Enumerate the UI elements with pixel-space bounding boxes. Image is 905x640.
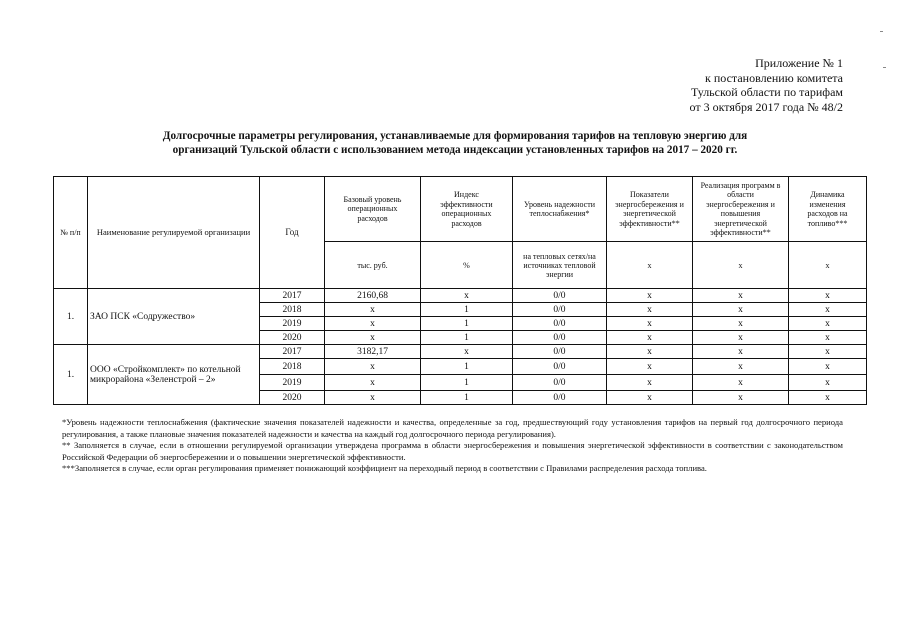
table-header-row: [54, 177, 867, 242]
unit-reliability: на тепловых сетях/на источниках тепловой энергии: [513, 242, 607, 289]
title-line-2: организаций Тульской области с использованием метода индексации установленных тарифов на 2017 – 2020 гг.: [172, 144, 738, 156]
year-cell: 2017: [260, 289, 325, 303]
fuel-cell: х: [789, 375, 867, 391]
col-header-fuel: Динамика изменения расходов на топливо***: [789, 177, 867, 242]
table-row: [54, 289, 867, 303]
index-cell: 1: [421, 391, 513, 405]
programs-cell: х: [693, 359, 789, 375]
fuel-cell: х: [789, 303, 867, 317]
index-cell: 1: [421, 317, 513, 331]
index-cell: 1: [421, 359, 513, 375]
energy-cell: х: [607, 391, 693, 405]
index-cell: х: [421, 345, 513, 359]
base-cell: х: [325, 391, 421, 405]
base-cell: х: [325, 375, 421, 391]
reliability-cell: 0/0: [513, 391, 607, 405]
programs-cell: х: [693, 375, 789, 391]
index-cell: 1: [421, 375, 513, 391]
reliability-cell: 0/0: [513, 345, 607, 359]
programs-cell: х: [693, 345, 789, 359]
energy-cell: х: [607, 317, 693, 331]
table-row: [54, 345, 867, 359]
fuel-cell: х: [789, 289, 867, 303]
energy-cell: х: [607, 345, 693, 359]
appendix-header: [690, 56, 843, 114]
base-cell: х: [325, 317, 421, 331]
base-cell: 3182,17: [325, 345, 421, 359]
reliability-cell: 0/0: [513, 303, 607, 317]
index-cell: 1: [421, 331, 513, 345]
col-header-base: Базовый уровень операционных расходов: [325, 177, 421, 242]
unit-fuel: х: [789, 242, 867, 289]
document-title: [70, 129, 840, 157]
title-line-1: Долгосрочные параметры регулирования, устанавливаемые для формирования тарифов на тепловую энергию для: [162, 130, 748, 142]
energy-cell: х: [607, 303, 693, 317]
year-cell: 2020: [260, 391, 325, 405]
unit-index: %: [421, 242, 513, 289]
appendix-authority: Тульской области по тарифам: [690, 85, 843, 99]
programs-cell: х: [693, 391, 789, 405]
col-header-year: Год: [260, 177, 325, 289]
year-cell: 2018: [260, 303, 325, 317]
programs-cell: х: [693, 331, 789, 345]
col-header-index: Индекс эффективности операционных расходов: [421, 177, 513, 242]
reliability-cell: 0/0: [513, 375, 607, 391]
unit-energy: х: [607, 242, 693, 289]
footnotes: [62, 417, 843, 475]
year-cell: 2019: [260, 375, 325, 391]
appendix-date: от 3 октября 2017 года № 48/2: [689, 99, 843, 114]
base-cell: х: [325, 359, 421, 375]
programs-cell: х: [693, 289, 789, 303]
fuel-cell: х: [789, 331, 867, 345]
col-header-energy: Показатели энергосбережения и энергетической эффективности**: [607, 177, 693, 242]
base-cell: 2160,68: [325, 289, 421, 303]
reliability-cell: 0/0: [513, 317, 607, 331]
appendix-title: Приложение № 1: [755, 56, 843, 70]
reliability-cell: 0/0: [513, 359, 607, 375]
energy-cell: х: [607, 331, 693, 345]
unit-base: тыс. руб.: [325, 242, 421, 289]
org-name: ООО «Стройкомплект» по котельной микрорайона «Зеленстрой – 2»: [88, 345, 260, 405]
parameters-table: [53, 176, 867, 405]
year-cell: 2018: [260, 359, 325, 375]
energy-cell: х: [607, 359, 693, 375]
fuel-cell: х: [789, 345, 867, 359]
footnote-reliability: *Уровень надежности теплоснабжения (фактические значения показателей надежности и качества, определенные за год, предшествующий году установления тарифов на первый год долгосрочного периода регулирования, а также плановые значения показателей надежности и качества на каждый год долгосрочного периода регулирования).: [62, 417, 843, 439]
appendix-ref: к постановлению комитета: [705, 70, 843, 85]
index-cell: х: [421, 289, 513, 303]
col-header-reliability: Уровень надежности теплоснабжения*: [513, 177, 607, 242]
index-cell: 1: [421, 303, 513, 317]
energy-cell: х: [607, 289, 693, 303]
fuel-cell: х: [789, 317, 867, 331]
scan-speck: [880, 31, 883, 32]
base-cell: х: [325, 331, 421, 345]
scan-speck: [883, 67, 886, 68]
year-cell: 2020: [260, 331, 325, 345]
unit-programs: х: [693, 242, 789, 289]
energy-cell: х: [607, 375, 693, 391]
col-header-programs: Реализация программ в области энергосбережения и повышения энергетической эффективности**: [693, 177, 789, 242]
org-number: 1.: [54, 345, 88, 405]
fuel-cell: х: [789, 391, 867, 405]
org-number: 1.: [54, 289, 88, 345]
reliability-cell: 0/0: [513, 331, 607, 345]
year-cell: 2019: [260, 317, 325, 331]
col-header-org: Наименование регулируемой организации: [88, 177, 260, 289]
base-cell: х: [325, 303, 421, 317]
org-name: ЗАО ПСК «Содружество»: [88, 289, 260, 345]
footnote-fuel: ***Заполняется в случае, если орган регулирования применяет понижающий коэффициент на переходный период в соответствии с Правилами распределения расхода топлива.: [62, 463, 707, 473]
programs-cell: х: [693, 303, 789, 317]
programs-cell: х: [693, 317, 789, 331]
footnote-energy-program: ** Заполняется в случае, если в отношении регулируемой организации утверждена программа в области энергосбережения и повышения энергетической эффективности в соответствии с законодательством Российской Федерации об энергосбережении и о повышении энергетической эффективности.: [62, 440, 843, 462]
col-header-num: № п/п: [54, 177, 88, 289]
reliability-cell: 0/0: [513, 289, 607, 303]
fuel-cell: х: [789, 359, 867, 375]
year-cell: 2017: [260, 345, 325, 359]
